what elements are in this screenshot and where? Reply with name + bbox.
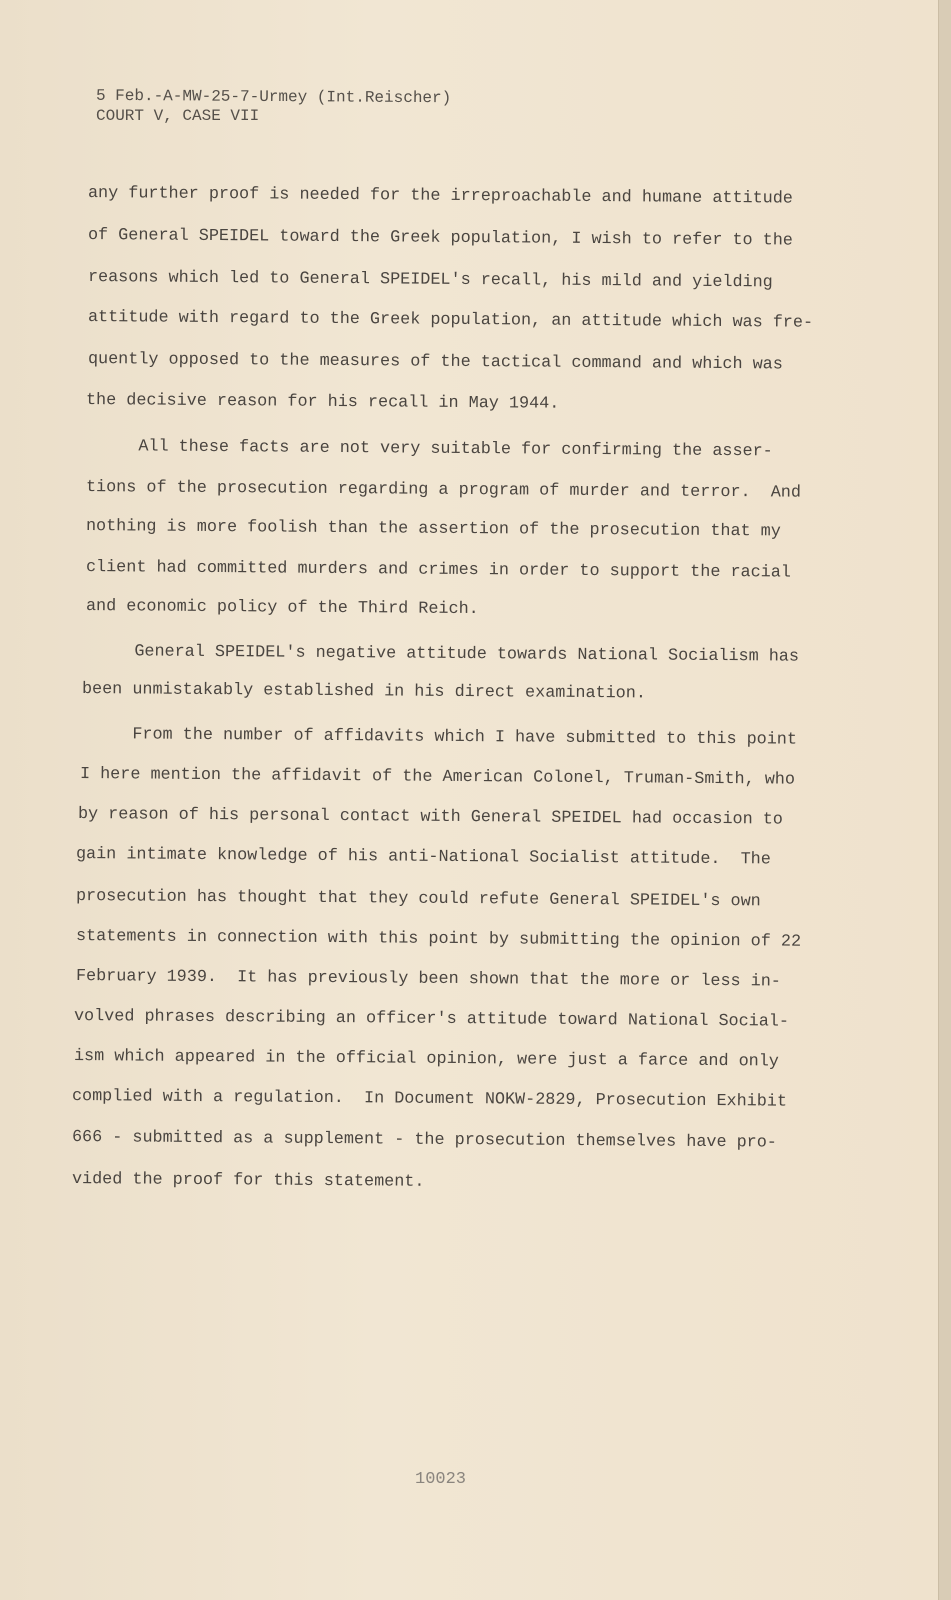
body-text-line: been unmistakably established in his direct examination.: [81, 680, 647, 704]
page-edge: [938, 0, 951, 1600]
body-text-line: volved phrases describing an officer's attitude toward National Social-: [73, 1007, 790, 1032]
body-text-line: From the number of affidavits which I have submitted to this point: [81, 725, 798, 750]
body-text-line: General SPEIDEL's negative attitude towards National Socialism has: [83, 642, 800, 667]
body-text-line: I here mention the affidavit of the American Colonel, Truman-Smith, who: [79, 765, 796, 790]
body-text-line: client had committed murders and crimes in order to support the racial: [85, 558, 791, 583]
body-text-line: complied with a regulation. In Document NOKW-2829, Prosecution Exhibit: [71, 1087, 788, 1112]
body-text-line: vided the proof for this statement.: [71, 1170, 425, 1192]
body-text-line: 666 - submitted as a supplement - the prosecution themselves have pro-: [71, 1128, 777, 1153]
header-court-case: COURT V, CASE VII: [96, 107, 260, 125]
body-text-line: by reason of his personal contact with General SPEIDEL had occasion to: [77, 805, 783, 830]
body-text-line: statements in connection with this point by submitting the opinion of 22: [75, 927, 802, 952]
body-text-line: attitude with regard to the Greek population, an attitude which was fre-: [87, 308, 814, 333]
body-text-line: gain intimate knowledge of his anti-National Socialist attitude. The: [75, 845, 771, 870]
body-text-line: All these facts are not very suitable for confirming the asser-: [87, 437, 773, 462]
body-text-line: quently opposed to the measures of the tactical command and which was: [87, 350, 783, 375]
body-text-line: the decisive reason for his recall in May 1944.: [85, 391, 560, 414]
body-text-line: and economic policy of the Third Reich.: [85, 597, 479, 620]
page-number: 10023: [415, 1470, 467, 1489]
body-text-line: February 1939. It has previously been shown that the more or less in-: [75, 967, 781, 992]
body-text-line: nothing is more foolish than the assertion of the prosecution that my: [85, 517, 781, 542]
body-text-line: prosecution has thought that they could refute General SPEIDEL's own: [75, 887, 761, 912]
body-text-line: tions of the prosecution regarding a program of murder and terror. And: [85, 478, 802, 503]
header-reference: 5 Feb.-A-MW-25-7-Urmey (Int.Reischer): [95, 86, 452, 108]
body-text-line: any further proof is needed for the irreproachable and humane attitude: [87, 184, 793, 209]
body-text-line: of General SPEIDEL toward the Greek population, I wish to refer to the: [87, 226, 793, 251]
body-text-line: reasons which led to General SPEIDEL's recall, his mild and yielding: [87, 268, 773, 293]
body-text-line: ism which appeared in the official opinion, were just a farce and only: [73, 1047, 779, 1072]
